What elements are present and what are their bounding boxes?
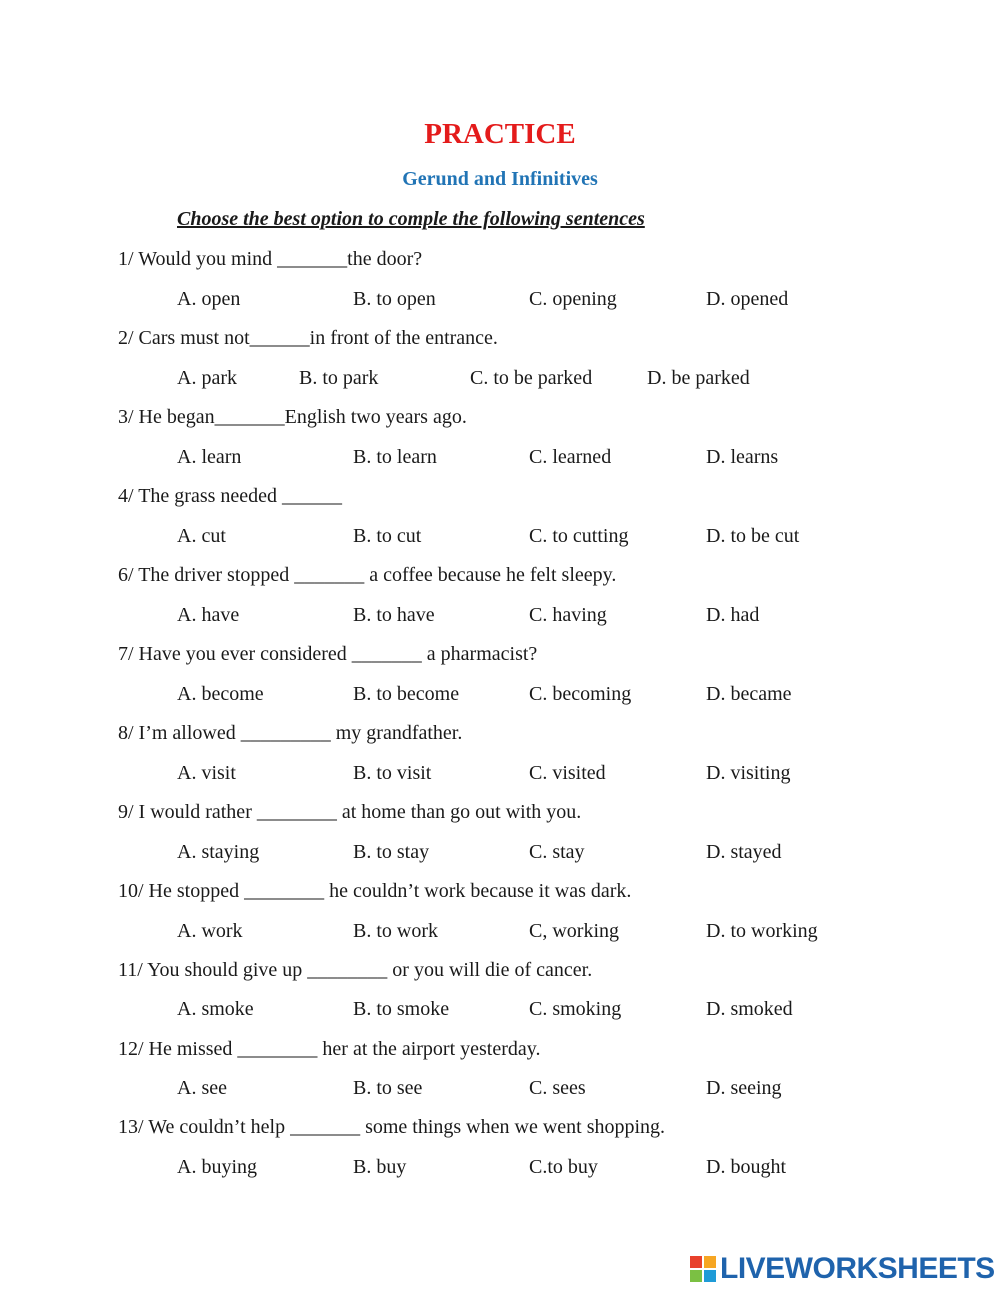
question-1: 1/ Would you mind _______the door? <box>118 248 423 270</box>
option-12b[interactable]: B. to see <box>353 1077 423 1099</box>
question-3: 3/ He began_______English two years ago. <box>118 406 467 428</box>
option-2c[interactable]: C. to be parked <box>470 367 593 389</box>
logo-square-4 <box>704 1270 716 1282</box>
question-10: 10/ He stopped ________ he couldn’t work because it was dark. <box>118 880 632 902</box>
option-9c[interactable]: C. stay <box>529 841 585 863</box>
option-3b[interactable]: B. to learn <box>353 446 437 468</box>
option-7a[interactable]: A. become <box>177 683 264 705</box>
option-4c[interactable]: C. to cutting <box>529 525 629 547</box>
option-12a[interactable]: A. see <box>177 1077 227 1099</box>
question-7: 7/ Have you ever considered _______ a pharmacist? <box>118 643 538 665</box>
logo-text: LIVEWORKSHEETS <box>720 1252 995 1285</box>
option-11a[interactable]: A. smoke <box>177 998 254 1020</box>
option-8c[interactable]: C. visited <box>529 762 606 784</box>
question-2: 2/ Cars must not______in front of the entrance. <box>118 327 498 349</box>
logo-grid-icon <box>690 1256 716 1282</box>
option-10b[interactable]: B. to work <box>353 920 438 942</box>
option-9d[interactable]: D. stayed <box>706 841 782 863</box>
option-6b[interactable]: B. to have <box>353 604 435 626</box>
question-9: 9/ I would rather ________ at home than go out with you. <box>118 801 582 823</box>
option-8b[interactable]: B. to visit <box>353 762 432 784</box>
option-2b[interactable]: B. to park <box>299 367 379 389</box>
logo-square-3 <box>690 1270 702 1282</box>
page-subtitle: Gerund and Infinitives <box>402 168 598 190</box>
option-13d[interactable]: D. bought <box>706 1156 786 1178</box>
option-10d[interactable]: D. to working <box>706 920 818 942</box>
option-1a[interactable]: A. open <box>177 288 241 310</box>
option-3a[interactable]: A. learn <box>177 446 242 468</box>
option-2d[interactable]: D. be parked <box>647 367 750 389</box>
option-13a[interactable]: A. buying <box>177 1156 257 1178</box>
option-7c[interactable]: C. becoming <box>529 683 632 705</box>
question-13: 13/ We couldn’t help _______ some things when we went shopping. <box>118 1116 666 1138</box>
question-11: 11/ You should give up ________ or you will die of cancer. <box>118 959 593 981</box>
option-3c[interactable]: C. learned <box>529 446 612 468</box>
option-10a[interactable]: A. work <box>177 920 243 942</box>
option-13b[interactable]: B. buy <box>353 1156 407 1178</box>
option-11d[interactable]: D. smoked <box>706 998 793 1020</box>
page-title: PRACTICE <box>424 118 576 150</box>
option-11c[interactable]: C. smoking <box>529 998 622 1020</box>
option-4d[interactable]: D. to be cut <box>706 525 800 547</box>
option-6d[interactable]: D. had <box>706 604 760 626</box>
logo-square-2 <box>704 1256 716 1268</box>
liveworksheets-logo[interactable] <box>690 1252 995 1286</box>
option-1b[interactable]: B. to open <box>353 288 436 310</box>
option-7d[interactable]: D. became <box>706 683 792 705</box>
option-3d[interactable]: D. learns <box>706 446 779 468</box>
option-8a[interactable]: A. visit <box>177 762 236 784</box>
option-9b[interactable]: B. to stay <box>353 841 430 863</box>
option-8d[interactable]: D. visiting <box>706 762 791 784</box>
instruction: Choose the best option to comple the following sentences <box>177 208 645 230</box>
question-6: 6/ The driver stopped _______ a coffee because he felt sleepy. <box>118 564 617 586</box>
option-9a[interactable]: A. staying <box>177 841 260 863</box>
question-8: 8/ I’m allowed _________ my grandfather. <box>118 722 463 744</box>
option-1d[interactable]: D. opened <box>706 288 789 310</box>
option-4a[interactable]: A. cut <box>177 525 226 547</box>
option-11b[interactable]: B. to smoke <box>353 998 450 1020</box>
option-2a[interactable]: A. park <box>177 367 237 389</box>
option-1c[interactable]: C. opening <box>529 288 617 310</box>
option-4b[interactable]: B. to cut <box>353 525 422 547</box>
question-4: 4/ The grass needed ______ <box>118 485 343 507</box>
option-12c[interactable]: C. sees <box>529 1077 586 1099</box>
option-6c[interactable]: C. having <box>529 604 607 626</box>
option-13c[interactable]: C.to buy <box>529 1156 598 1178</box>
question-12: 12/ He missed ________ her at the airport yesterday. <box>118 1038 541 1060</box>
logo-square-1 <box>690 1256 702 1268</box>
option-10c[interactable]: C, working <box>529 920 619 942</box>
option-7b[interactable]: B. to become <box>353 683 460 705</box>
option-12d[interactable]: D. seeing <box>706 1077 782 1099</box>
option-6a[interactable]: A. have <box>177 604 240 626</box>
